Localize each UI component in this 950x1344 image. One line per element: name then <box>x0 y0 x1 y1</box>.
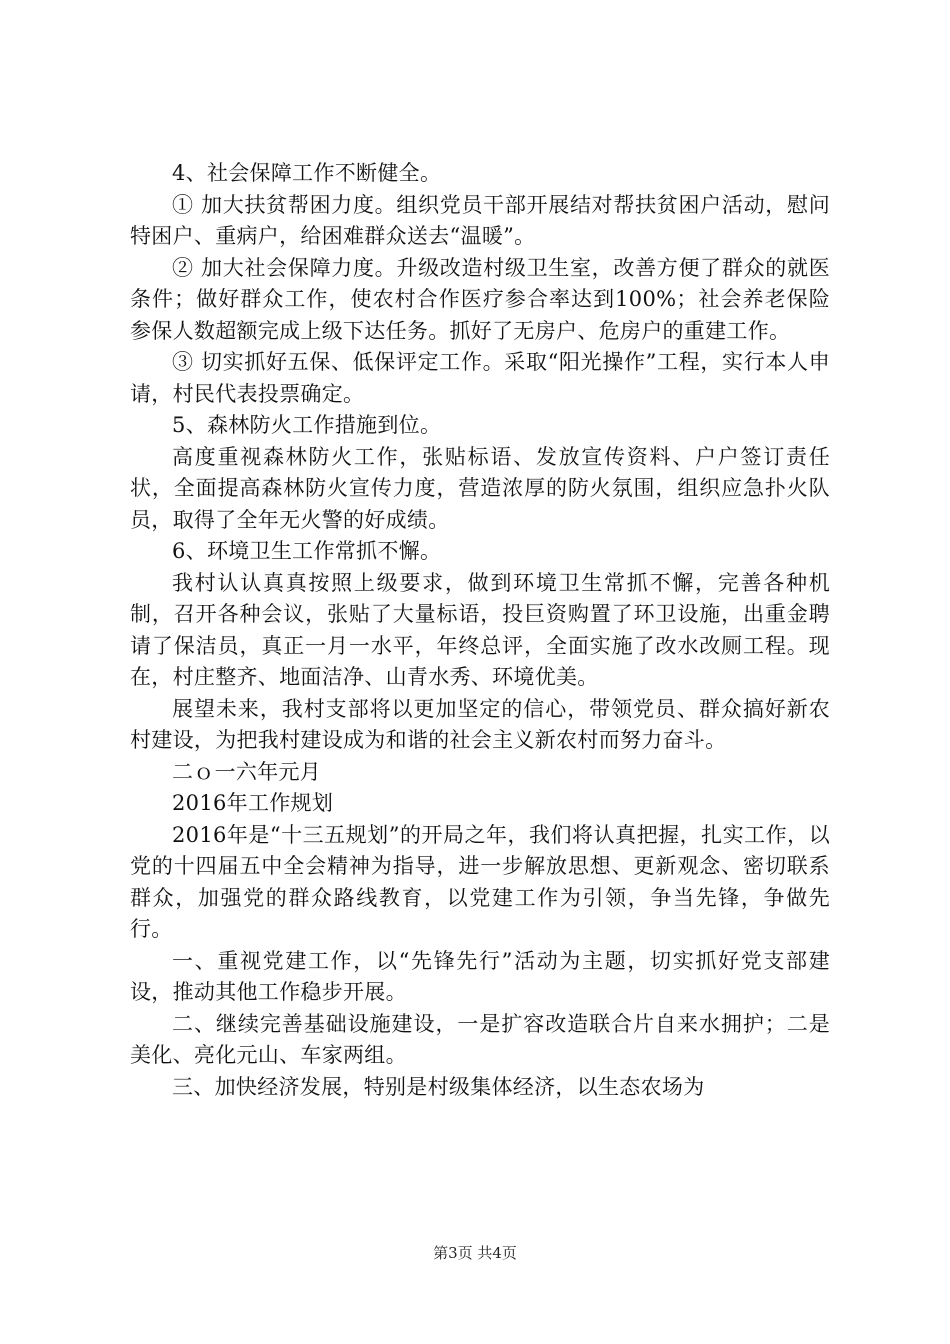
document-body <box>130 158 830 1103</box>
paragraph-sanitation: 我村认认真真按照上级要求，做到环境卫生常抓不懈，完善各种机制，召开各种会议，张贴了大量标语，投巨资购置了环卫设施，出重金聘请了保洁员，真正一月一水平，年终总评，全面实施了改水改厕工程。现在，村庄整齐、地面洁净、山青水秀、环境优美。 <box>130 570 830 689</box>
paragraph-forest-fire: 高度重视森林防火工作，张贴标语、发放宣传资料、户户签订责任状，全面提高森林防火宣传力度，营造浓厚的防火氛围，组织应急扑火队员，取得了全年无火警的好成绩。 <box>130 444 830 532</box>
paragraph-plan-item-3: 三、加快经济发展，特别是村级集体经济，以生态农场为 <box>172 1074 705 1099</box>
paragraph-five-guarantees: ③ 切实抓好五保、低保评定工作。采取“阳光操作”工程，实行本人申请，村民代表投票确定。 <box>130 350 830 406</box>
heading-sanitation: 6、环境卫生工作常抓不懈。 <box>172 539 442 563</box>
paragraph-plan-item-1: 一、重视党建工作，以“先锋先行”活动为主题，切实抓好党支部建设，推动其他工作稳步开展。 <box>130 948 830 1004</box>
paragraph-plan-item-2: 二、继续完善基础设施建设，一是扩容改造联合片自来水拥护；二是美化、亮化元山、车家两组。 <box>130 1011 830 1067</box>
plan-title: 2016年工作规划 <box>172 791 334 815</box>
heading-social-security: 4、社会保障工作不断健全。 <box>172 161 442 185</box>
heading-forest-fire: 5、森林防火工作措施到位。 <box>172 413 442 437</box>
paragraph-plan-intro: 2016年是“十三五规划”的开局之年，我们将认真把握，扎实工作，以党的十四届五中全会精神为指导，进一步解放思想、更新观念、密切联系群众，加强党的群众路线教育，以党建工作为引领，争当先锋，争做先行。 <box>130 822 830 941</box>
date-line: 二ｏ一六年元月 <box>172 759 322 784</box>
paragraph-social-security: ② 加大社会保障力度。升级改造村级卫生室，改善方便了群众的就医条件；做好群众工作，使农村合作医疗参合率达到100%；社会养老保险参保人数超额完成上级下达任务。抓好了无房户、危房户的重建工作。 <box>130 255 830 343</box>
paragraph-outlook: 展望未来，我村支部将以更加坚定的信心，带领党员、群众搞好新农村建设，为把我村建设成为和谐的社会主义新农村而努力奋斗。 <box>130 696 830 752</box>
page-number-footer: 第3页 共4页 <box>433 1244 517 1262</box>
paragraph-poverty-relief: ① 加大扶贫帮困力度。组织党员干部开展结对帮扶贫困户活动，慰问特困户、重病户，给困难群众送去“温暖”。 <box>130 192 830 248</box>
